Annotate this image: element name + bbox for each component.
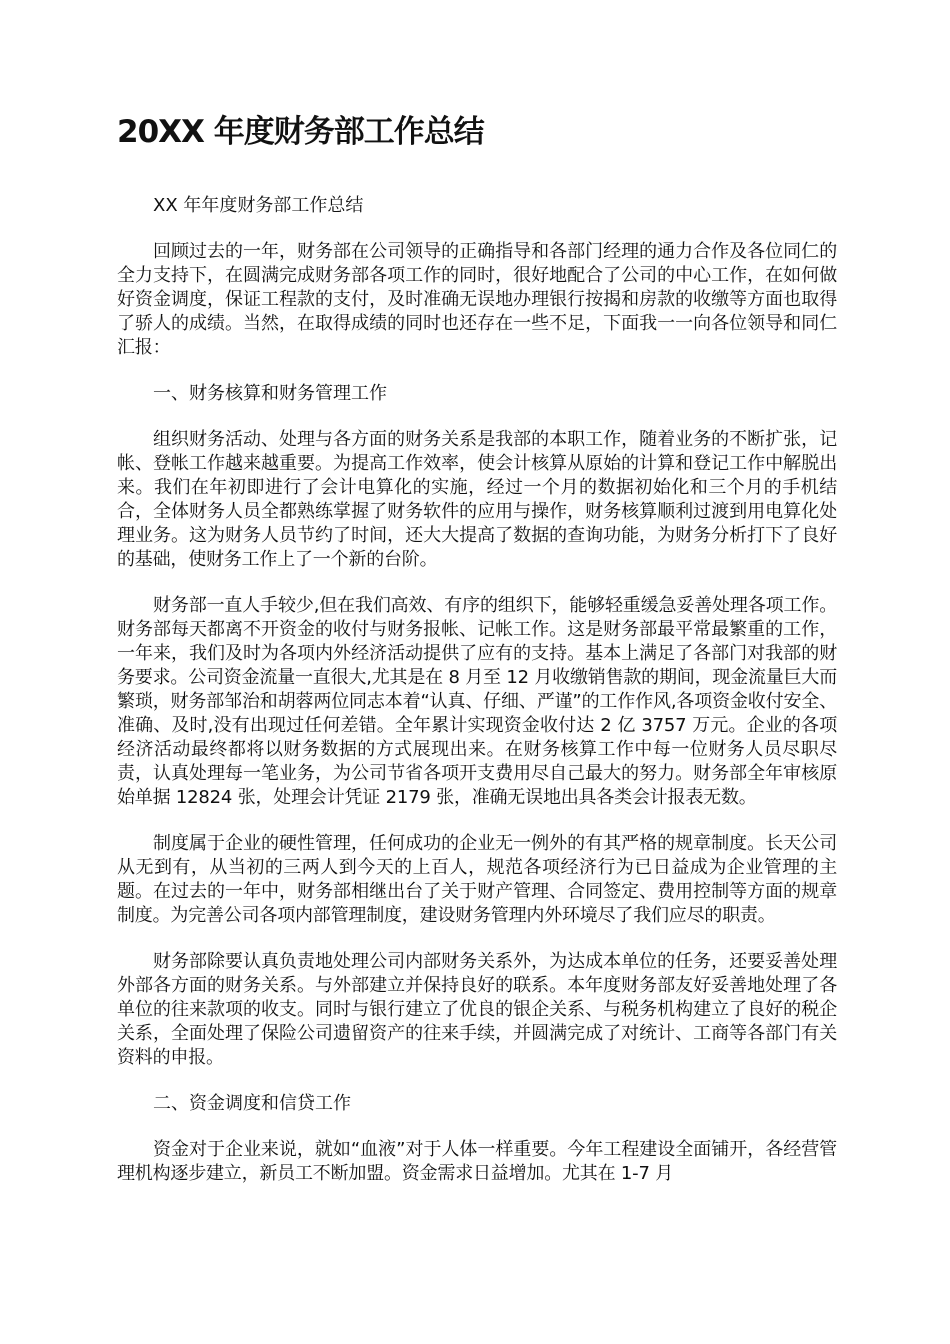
paragraph: 财务部除要认真负责地处理公司内部财务关系外，为达成本单位的任务，还要妥善处理外部各方面的财务关系。与外部建立并保持良好的联系。本年度财务部友好妥善地处理了各单位的往来款项的收支。同时与银行建立了优良的银企关系、与税务机构建立了良好的税企关系，全面处理了保险公司遗留资产的往来手续，并圆满完成了对统计、工商等各部门有关资料的申报。: [117, 951, 837, 1068]
paragraph: 资金对于企业来说，就如“血液”对于人体一样重要。今年工程建设全面铺开，各经营管理机构逐步建立，新员工不断加盟。资金需求日益增加。尤其在 1-7 月: [117, 1139, 837, 1184]
document-title: 20XX 年度财务部工作总结: [117, 114, 484, 150]
document-page: [117, 112, 837, 1208]
paragraph: 制度属于企业的硬性管理，任何成功的企业无一例外的有其严格的规章制度。长天公司从无到有，从当初的三两人到今天的上百人，规范各项经济行为已日益成为企业管理的主题。在过去的一年中，财务部相继出台了关于财产管理、合同签定、费用控制等方面的规章制度。为完善公司各项内部管理制度，建设财务管理内外环境尽了我们应尽的职责。: [117, 833, 837, 926]
paragraph: 组织财务活动、处理与各方面的财务关系是我部的本职工作，随着业务的不断扩张，记帐、登帐工作越来越重要。为提高工作效率，使会计核算从原始的计算和登记工作中解脱出来。我们在年初即进行了会计电算化的实施，经过一个月的数据初始化和三个月的手机结合，全体财务人员全都熟练掌握了财务软件的应用与操作，财务核算顺利过渡到用电算化处理业务。这为财务人员节约了时间，还大大提高了数据的查询功能，为财务分析打下了良好的基础，使财务工作上了一个新的台阶。: [117, 429, 837, 570]
section-heading-accounting: 一、财务核算和财务管理工作: [153, 383, 387, 404]
intro-paragraph: 回顾过去的一年，财务部在公司领导的正确指导和各部门经理的通力合作及各位同仁的全力支持下，在圆满完成财务部各项工作的同时，很好地配合了公司的中心工作，在如何做好资金调度，保证工程款的支付，及时准确无误地办理银行按揭和房款的收缴等方面也取得了骄人的成绩。当然，在取得成绩的同时也还存在一些不足，下面我一一向各位领导和同仁汇报：: [117, 241, 837, 358]
paragraph: 财务部一直人手较少,但在我们高效、有序的组织下，能够轻重缓急妥善处理各项工作。财务部每天都离不开资金的收付与财务报帐、记帐工作。这是财务部最平常最繁重的工作，一年来，我们及时为各项内外经济活动提供了应有的支持。基本上满足了各部门对我部的财务要求。公司资金流量一直很大,尤其是在 8 月至 12 月收缴销售款的期间，现金流量巨大而繁琐，财务部邹治和胡蓉两位同志本着“认真、仔细、严谨”的工作作风,各项资金收付安全、准确、及时,没有出现过任何差错。全年累计实现资金收付达 2 亿 3757 万元。企业的各项经济活动最终都将以财务数据的方式展现出来。在财务核算工作中每一位财务人员尽职尽责，认真处理每一笔业务，为公司节省各项开支费用尽自己最大的努力。财务部全年审核原始单据 12824 张，处理会计凭证 2179 张，准确无误地出具各类会计报表无数。: [117, 595, 837, 808]
section-heading-funding: 二、资金调度和信贷工作: [153, 1093, 351, 1114]
document-subtitle: XX 年年度财务部工作总结: [153, 195, 364, 216]
